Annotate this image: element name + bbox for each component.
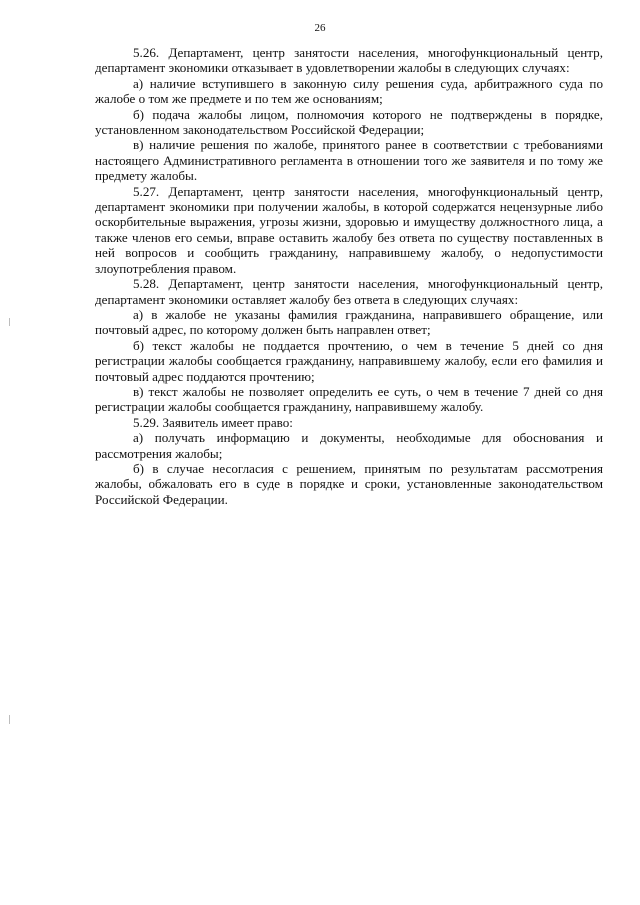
list-item-5-28-a: а) в жалобе не указаны фамилия гражданина, направившего обращение, или почтовый адрес, по которому должен быть направлен ответ; [95, 306, 603, 338]
list-item-5-28-v: в) текст жалобы не позволяет определить ее суть, о чем в течение 7 дней со дня регистрации жалобы сообщается гражданину, направившему жалобу. [95, 383, 603, 415]
scan-margin-mark [9, 318, 10, 326]
page-number: 26 [314, 22, 326, 34]
scan-margin-mark [9, 715, 10, 724]
list-item-5-29-a: а) получать информацию и документы, необходимые для обоснования и рассмотрения жалобы; [95, 430, 603, 461]
paragraph-5-28: 5.28. Департамент, центр занятости населения, многофункциональный центр, департамент экономики оставляет жалобу без ответа в следующих случаях: [95, 276, 603, 307]
list-item-5-28-b: б) текст жалобы не поддается прочтению, о чем в течение 5 дней со дня регистрации жалобы сообщается гражданину, направившему жалобу, если его фамилия и почтовый адрес поддаются прочтению; [95, 337, 603, 384]
paragraph-5-27: 5.27. Департамент, центр занятости населения, многофункциональный центр, департамент экономики при получении жалобы, в которой содержатся нецензурные либо оскорбительные выражения, угрозы жизни, здоровью и имуществу должностного лица, а также членов его семьи, вправе оставить жалобу без ответа по существу поставленных в ней вопросов и сообщить гражданину, направившему жалобу, о недопустимости злоупотребления правом. [95, 183, 603, 276]
list-item-5-26-a: а) наличие вступившего в законную силу решения суда, арбитражного суда по жалобе о том же предмете и по тем же основаниям; [95, 75, 603, 107]
document-body [95, 45, 603, 507]
list-item-5-29-b: б) в случае несогласия с решением, принятым по результатам рассмотрения жалобы, обжаловать его в суде в порядке и сроки, установленные законодательством Российской Федерации. [95, 460, 603, 507]
list-item-5-26-b: б) подача жалобы лицом, полномочия которого не подтверждены в порядке, установленном законодательством Российской Федерации; [95, 106, 603, 138]
paragraph-5-29: 5.29. Заявитель имеет право: [133, 414, 293, 430]
paragraph-5-26: 5.26. Департамент, центр занятости населения, многофункциональный центр, департамент экономики отказывает в удовлетворении жалобы в следующих случаях: [95, 45, 603, 76]
list-item-5-26-v: в) наличие решения по жалобе, принятого ранее в соответствии с требованиями настоящего Административного регламента в отношении того же заявителя и по тому же предмету жалобы. [95, 137, 603, 184]
